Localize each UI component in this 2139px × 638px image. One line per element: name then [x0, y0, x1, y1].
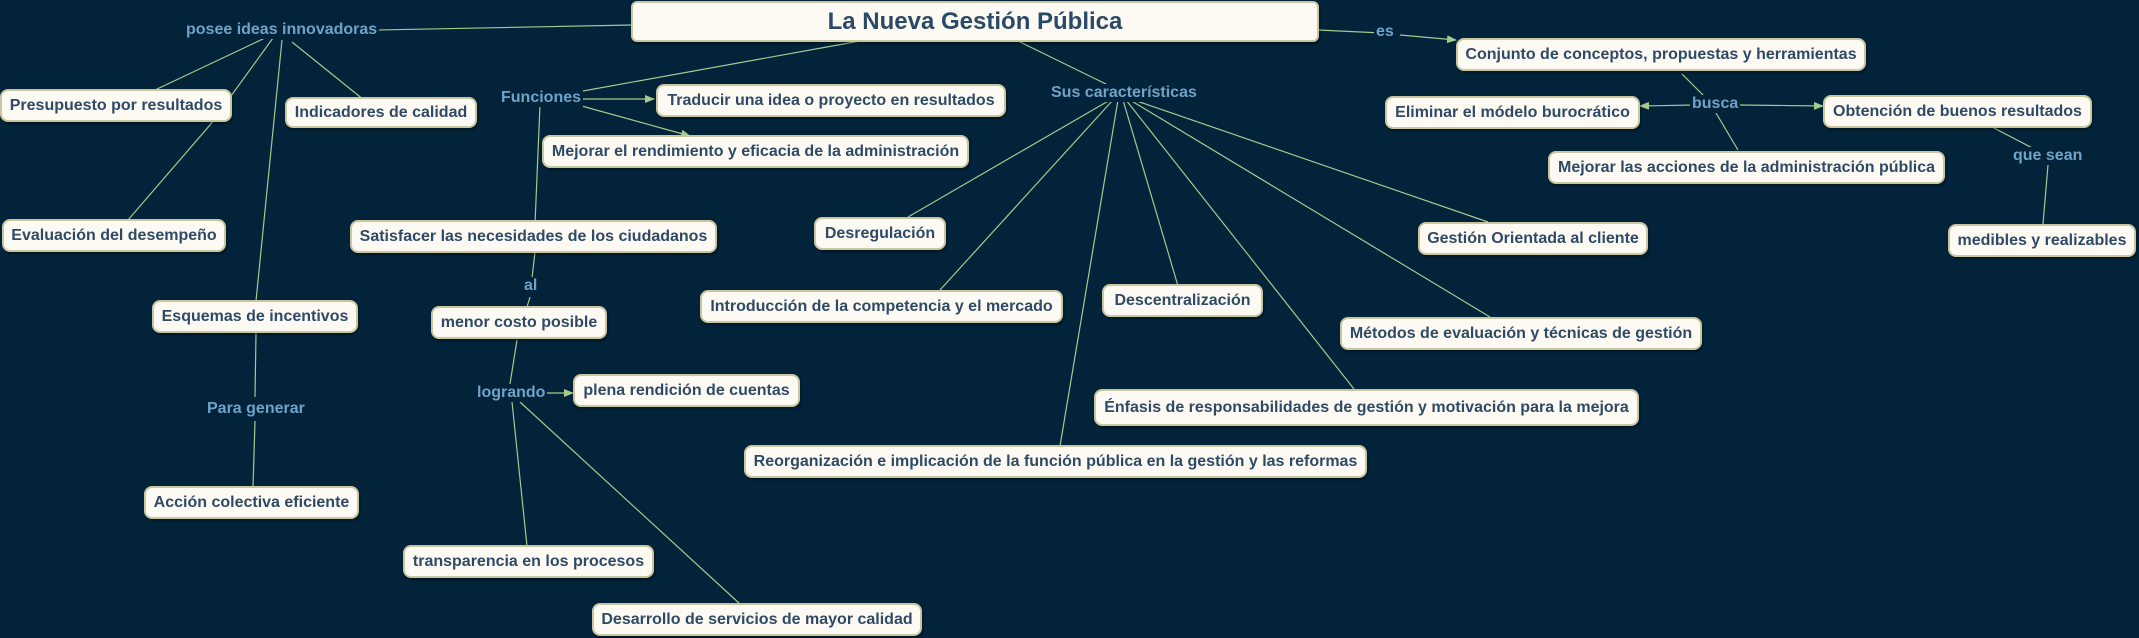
node-introduccion[interactable]: Introducción de la competencia y el mercado	[700, 290, 1063, 323]
node-medibles[interactable]: medibles y realizables	[1948, 224, 2136, 257]
node-accion[interactable]: Acción colectiva eficiente	[144, 486, 359, 519]
main-title-node[interactable]: La Nueva Gestión Pública	[631, 1, 1319, 42]
link-que-sean: que sean	[2013, 147, 2083, 164]
node-transparencia[interactable]: transparencia en los procesos	[403, 545, 654, 578]
node-presupuesto[interactable]: Presupuesto por resultados	[0, 89, 232, 122]
node-eliminar[interactable]: Eliminar el módelo burocrático	[1385, 96, 1640, 129]
node-conjunto[interactable]: Conjunto de conceptos, propuestas y herramientas	[1456, 38, 1866, 71]
link-para-generar: Para generar	[207, 400, 305, 417]
node-descentralizacion[interactable]: Descentralización	[1102, 284, 1263, 317]
node-reorganizacion[interactable]: Reorganización e implicación de la función pública en la gestión y las reformas	[744, 445, 1367, 478]
node-evaluacion[interactable]: Evaluación del desempeño	[2, 219, 226, 252]
node-metodos[interactable]: Métodos de evaluación y técnicas de gestión	[1340, 317, 1702, 350]
link-es: es	[1376, 23, 1394, 40]
node-desregulacion[interactable]: Desregulación	[814, 217, 946, 250]
node-indicadores[interactable]: Indicadores de calidad	[285, 97, 477, 128]
link-funciones: Funciones	[501, 89, 582, 106]
link-sus-caracteristicas: Sus características	[1051, 84, 1197, 101]
node-esquemas[interactable]: Esquemas de incentivos	[152, 300, 358, 333]
node-mejorar-rendimiento[interactable]: Mejorar el rendimiento y eficacia de la administración	[542, 135, 969, 168]
link-busca: busca	[1692, 95, 1739, 112]
node-menor-costo[interactable]: menor costo posible	[431, 306, 607, 339]
node-traducir[interactable]: Traducir una idea o proyecto en resultados	[656, 84, 1006, 117]
link-posee-ideas: posee ideas innovadoras	[186, 21, 378, 38]
node-desarrollo[interactable]: Desarrollo de servicios de mayor calidad	[592, 603, 922, 636]
node-enfasis[interactable]: Énfasis de responsabilidades de gestión y motivación para la mejora	[1094, 389, 1639, 426]
node-satisfacer[interactable]: Satisfacer las necesidades de los ciudadanos	[350, 220, 717, 253]
node-mejorar-acciones[interactable]: Mejorar las acciones de la administración pública	[1548, 151, 1945, 184]
link-al: al	[524, 277, 538, 294]
node-plena[interactable]: plena rendición de cuentas	[573, 374, 800, 407]
node-gestion-cliente[interactable]: Gestión Orientada al cliente	[1418, 222, 1648, 255]
link-logrando: logrando	[477, 384, 546, 401]
node-obtencion[interactable]: Obtención de buenos resultados	[1823, 95, 2092, 128]
